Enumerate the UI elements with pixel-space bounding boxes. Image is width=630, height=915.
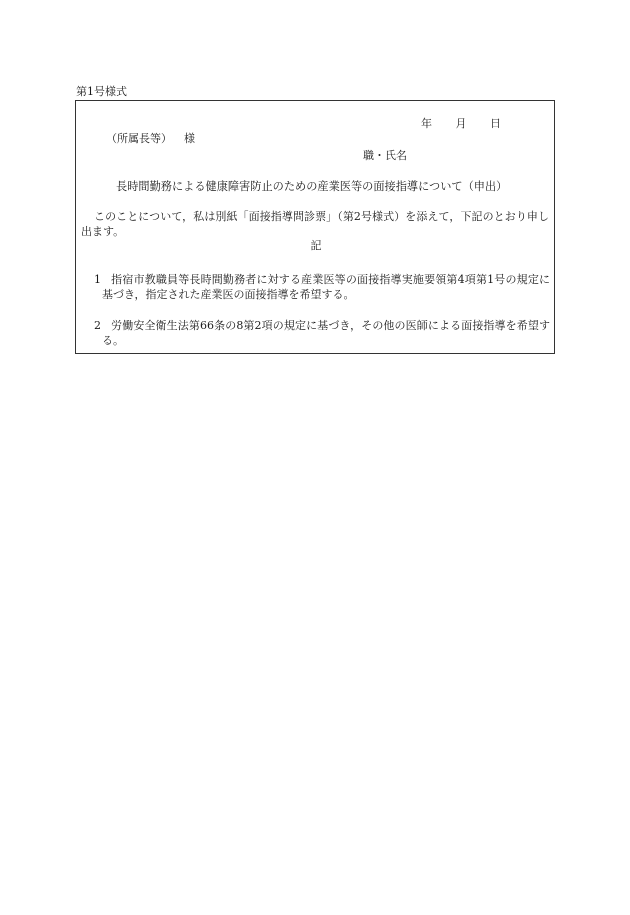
item-number: 2 bbox=[94, 319, 101, 332]
addressee-honorific: 様 bbox=[184, 132, 195, 145]
date-day-label: 日 bbox=[490, 117, 501, 130]
document-title: 長時間勤務による健康障害防止のための産業医等の面接指導について（申出） bbox=[116, 180, 508, 193]
date-year-label: 年 bbox=[421, 117, 432, 130]
addressee-name: （所属長等） bbox=[106, 132, 172, 145]
item-number: 1 bbox=[94, 273, 101, 286]
form-number: 第1号様式 bbox=[76, 85, 127, 98]
applicant-label: 職・氏名 bbox=[363, 149, 407, 162]
date-line bbox=[421, 117, 501, 131]
item-text: 指宿市教職員等長時間勤務者に対する産業医等の面接指導実施要領第4項第1号の規定に基づき，指定された産業医の面接指導を希望する。 bbox=[102, 273, 550, 301]
list-item bbox=[94, 318, 550, 348]
list-item bbox=[94, 272, 550, 302]
addressee bbox=[106, 132, 195, 146]
ki-heading: 記 bbox=[310, 239, 322, 252]
application-form bbox=[75, 100, 555, 354]
body-text: このことについて，私は別紙「面接指導問診票」（第2号様式）を添えて，下記のとおり申し出ます。 bbox=[81, 210, 549, 238]
date-month-label: 月 bbox=[455, 117, 467, 130]
item-text: 労働安全衛生法第66条の8第2項の規定に基づき，その他の医師による面接指導を希望する。 bbox=[102, 319, 550, 347]
